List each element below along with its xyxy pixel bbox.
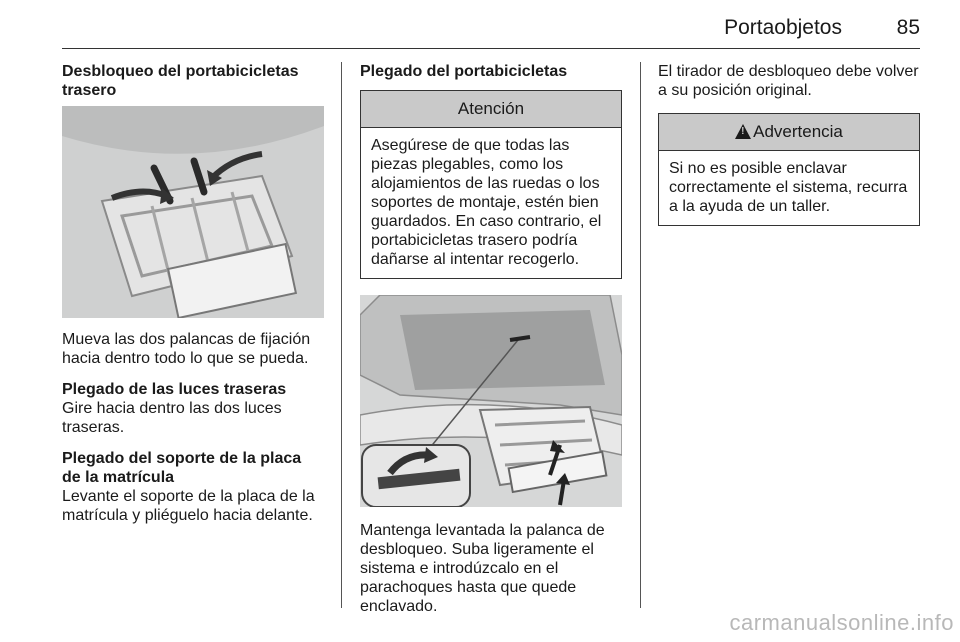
bike-carrier-fold-illustration — [360, 295, 622, 507]
attention-title: Atención — [361, 91, 621, 128]
warning-text: Si no es posible enclavar correctamente el sistema, recurra a la ayuda de un taller. — [669, 160, 908, 215]
unlock-instruction: Mueva las dos palancas de fijación hacia dentro todo lo que se pueda. — [62, 331, 311, 367]
warning-box — [658, 113, 920, 226]
plate-section — [62, 449, 324, 525]
page-number: 85 — [896, 16, 920, 39]
column-middle — [360, 62, 622, 616]
lights-text: Gire hacia dentro las dos luces traseras. — [62, 400, 282, 436]
warning-title: Advertencia — [753, 122, 843, 141]
attention-text: Asegúrese de que todas las piezas plegables, como los alojamientos de las ruedas o los soportes de montaje, estén bien guardados. En caso contrario, el portabicicletas trasero podría dañarse al intentar recogerlo. — [371, 137, 602, 268]
lights-heading: Plegado de las luces traseras — [62, 381, 287, 398]
column-divider — [640, 62, 641, 608]
attention-box — [360, 90, 622, 279]
section-heading: Plegado del portabicicletas — [360, 63, 568, 80]
warning-header — [659, 114, 919, 151]
warning-triangle-icon — [735, 124, 751, 139]
section-heading: Desbloqueo del portabicicletas trasero — [62, 63, 299, 99]
column-divider — [341, 62, 342, 608]
bike-carrier-unlock-illustration — [62, 106, 324, 318]
plate-text: Levante el soporte de la placa de la matrícula y pliéguelo hacia delante. — [62, 488, 315, 524]
page-header — [62, 14, 920, 49]
column-right — [658, 62, 920, 226]
column-left — [62, 62, 324, 537]
lights-section — [62, 380, 324, 437]
page-title: Portaobjetos — [724, 16, 842, 39]
release-handle-text: El tirador de desbloqueo debe volver a su posición original. — [658, 63, 919, 99]
watermark: carmanualsonline.info — [729, 610, 954, 635]
plate-heading: Plegado del soporte de la placa de la matrícula — [62, 450, 302, 486]
fold-instruction: Mantenga levantada la palanca de desbloqueo. Suba ligeramente el sistema e introdúzcalo en el parachoques hasta que quede enclavado. — [360, 522, 605, 615]
